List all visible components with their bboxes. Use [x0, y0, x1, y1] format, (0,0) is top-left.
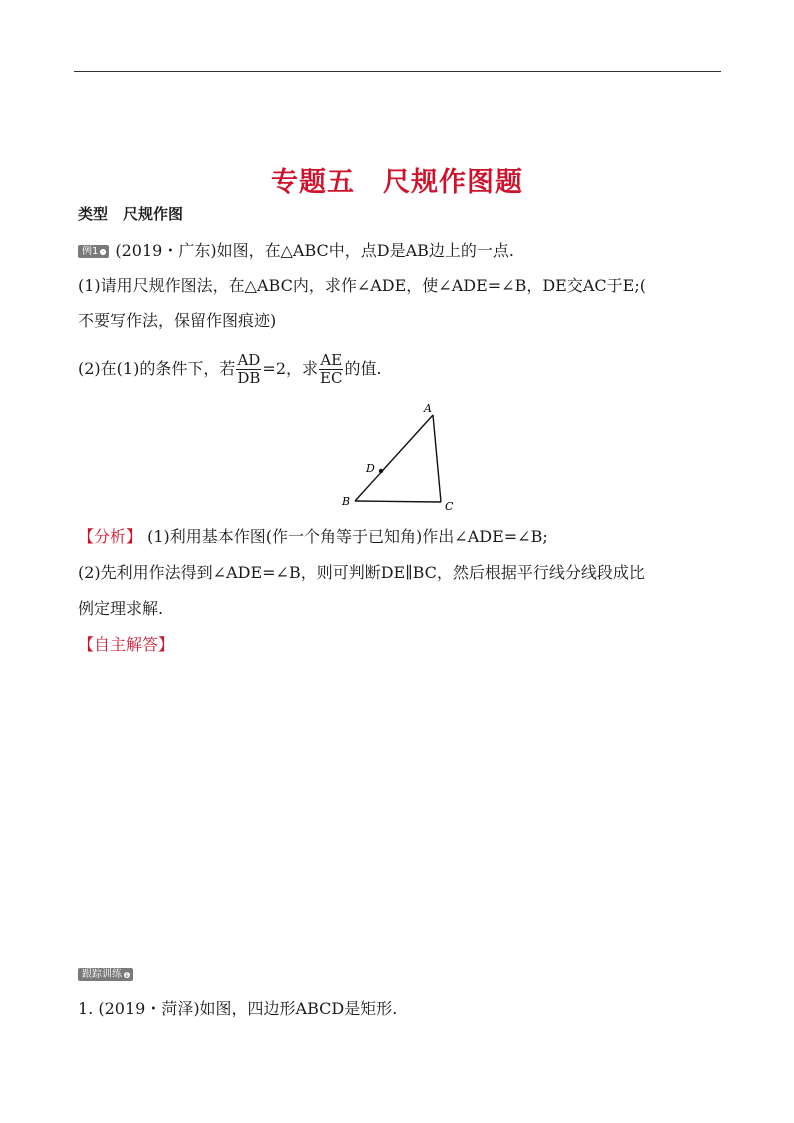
analysis-line3: 例定理求解. [78, 599, 164, 618]
side-ac [433, 415, 441, 502]
example-badge: 例1 · [78, 245, 109, 258]
analysis-bracket-close: 】 [126, 527, 143, 546]
triangle-diagram [330, 398, 470, 518]
fraction-denominator: EC [320, 369, 343, 387]
circle-icon: · [102, 248, 105, 256]
fraction-ad-db [236, 352, 261, 387]
followup-question-1: 1. (2019・菏泽)如图，四边形ABCD是矩形. [78, 999, 398, 1018]
part1-line2: 不要写作法，保留作图痕迹) [78, 311, 277, 330]
followup-badge: 跟踪训练 ↓ [78, 968, 133, 981]
self-answer-bracket-close: 】 [158, 635, 175, 654]
fraction-numerator: AE [320, 351, 343, 369]
header-rule [74, 71, 721, 72]
analysis-text-1: (1)利用基本作图(作一个角等于已知角)作出∠ADE=∠B; [142, 527, 548, 546]
part1-line1: (1)请用尺规作图法，在△ABC内，求作∠ADE，使∠ADE=∠B，DE交AC于E;( [78, 276, 646, 295]
followup-badge-line [78, 964, 139, 984]
example-intro-line [78, 241, 514, 261]
self-answer-heading [78, 635, 174, 655]
point-d [379, 469, 383, 473]
fraction-numerator: AD [237, 351, 261, 369]
fraction-ae-ec [319, 352, 343, 387]
part2-line [78, 350, 382, 388]
analysis-bracket-open: 【 [78, 527, 95, 546]
label-a: A [424, 402, 432, 415]
analysis-line1 [78, 527, 548, 547]
self-answer-label: 自主解答 [94, 635, 159, 654]
self-answer-bracket-open: 【 [78, 635, 95, 654]
side-ab [355, 415, 433, 501]
example-intro: (2019・广东)如图，在△ABC中，点D是AB边上的一点. [115, 241, 514, 260]
arrow-down-icon: ↓ [124, 971, 130, 979]
section-heading: 类型 尺规作图 [78, 205, 184, 223]
analysis-label: 分析 [94, 527, 127, 546]
label-c: C [445, 500, 454, 513]
analysis-line2: (2)先利用作法得到∠ADE=∠B，则可判断DE∥BC，然后根据平行线分线段成比 [78, 563, 645, 582]
page-title: 专题五 尺规作图题 [271, 167, 523, 198]
side-bc [355, 501, 441, 502]
part2-suffix: 的值. [344, 359, 382, 378]
label-d: D [366, 462, 375, 475]
part2-prefix: (2)在(1)的条件下，若 [78, 359, 236, 378]
fraction-denominator: DB [237, 369, 261, 387]
label-b: B [342, 495, 351, 508]
part2-mid: =2，求 [262, 359, 318, 378]
